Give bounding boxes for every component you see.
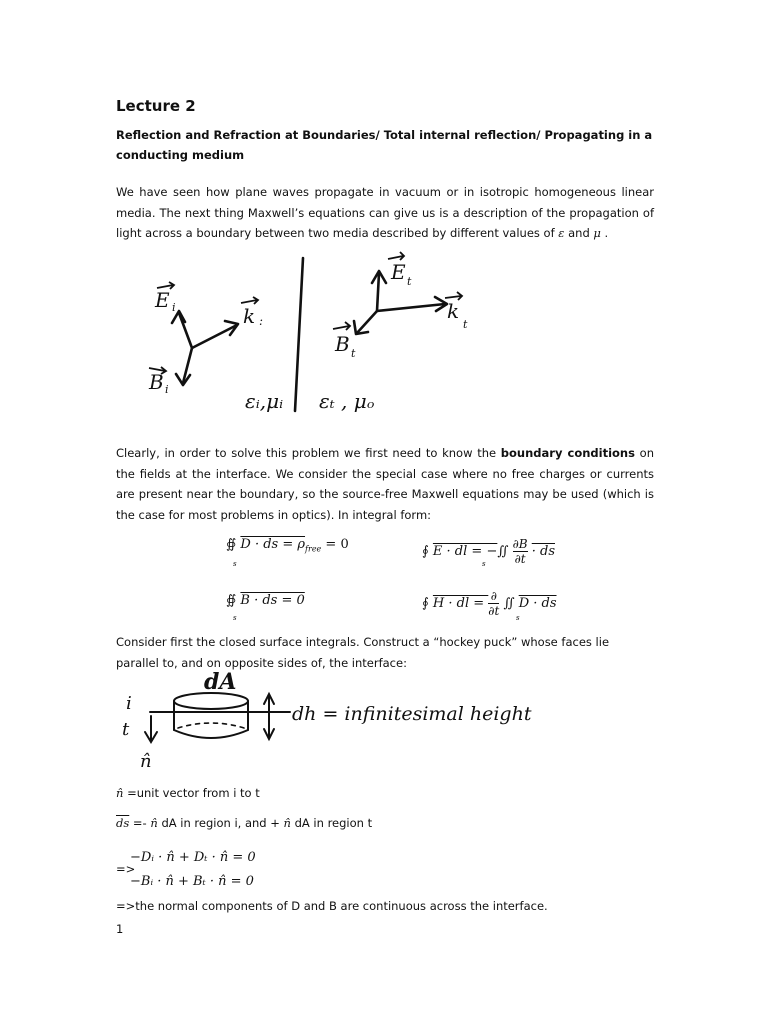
label-bi: B <box>149 370 164 394</box>
intro-end: . <box>600 226 609 240</box>
eq4-s-label: s <box>516 614 520 622</box>
svg-text:i: i <box>172 301 176 314</box>
svg-text:t: t <box>407 275 412 288</box>
page-title: Lecture 2 <box>116 97 196 115</box>
label-t: t <box>122 719 130 740</box>
wave-vectors-figure <box>145 243 485 423</box>
eq3-body: B · ds = 0 <box>240 593 305 608</box>
boundary-conditions-term: boundary conditions <box>500 446 635 460</box>
normal-d-equation: −Dᵢ · n̂ + Dₜ · n̂ = 0 <box>130 850 256 865</box>
page-number: 1 <box>116 922 124 936</box>
puck-bottom-face <box>174 730 248 738</box>
intro-paragraph <box>116 182 654 244</box>
eq2-s-label: s <box>482 560 486 568</box>
epsilon-symbol: ε <box>558 226 565 240</box>
eq1-lhs: D · ds = ρ <box>240 537 306 552</box>
label-ei: E <box>155 288 170 312</box>
normal-b-equation: −Bᵢ · n̂ + Bₜ · n̂ = 0 <box>130 874 254 889</box>
label-et: E <box>391 260 406 284</box>
gauss-d-equation <box>226 537 349 554</box>
ampere-equation <box>422 589 557 618</box>
eq1-s-label: s <box>233 560 237 568</box>
eq4-fraction: ∂ ∂t <box>488 589 500 618</box>
eq1-rhs: = 0 <box>321 537 349 552</box>
eq4-rhs: D · ds <box>518 596 557 611</box>
puck-top-face <box>174 693 248 709</box>
label-n: n̂ <box>140 751 152 772</box>
svg-text::: : <box>259 314 264 328</box>
continuity-conclusion: =>the normal components of D and B are continuous across the interface. <box>116 899 548 913</box>
surface-integral-symbol: ∯ <box>226 537 237 552</box>
intro-and: and <box>564 226 594 240</box>
label-medium-t: εₜ , μₒ <box>319 389 375 413</box>
boundary-text-a: Clearly, in order to solve this problem we first need to know the <box>116 446 501 460</box>
double-integral-symbol: ∬ <box>503 596 515 611</box>
svg-text:t: t <box>463 318 468 331</box>
et-vector <box>377 273 379 311</box>
label-dh: dh = infinitesimal height <box>292 703 532 725</box>
boundary-line <box>295 258 303 411</box>
surface-integral-symbol: ∯ <box>226 593 237 608</box>
label-ki: k <box>243 304 256 328</box>
hockey-paragraph: Consider first the closed surface integrals. Construct a “hockey puck” whose faces lie parallel to, and on opposite sides of, the interface: <box>116 635 610 670</box>
hockey-puck-figure <box>114 669 534 772</box>
ds-definition: $\overline{ds}$ =- n̂ dA in region i, and + n̂ dA in region t <box>116 816 373 830</box>
eq4-lhs: H · dl = <box>432 596 489 611</box>
nhat-definition: n̂ =unit vector from i to t <box>116 786 260 800</box>
label-i: i <box>126 693 132 714</box>
label-da: dA <box>204 669 237 695</box>
nhat-symbol: n̂ <box>116 786 124 800</box>
svg-text:t: t <box>351 347 356 360</box>
eq3-s-label: s <box>233 614 237 622</box>
ds-symbol: $\overline{ds}$ <box>116 816 130 830</box>
kt-vector <box>377 304 445 311</box>
eq2-lhs: E · dl = − <box>432 544 498 559</box>
eq2-rhs: · ds <box>531 544 555 559</box>
ei-vector <box>179 313 192 348</box>
page-subtitle: Reflection and Refraction at Boundaries/ Total internal reflection/ Propagating in a conducting medium <box>116 128 653 162</box>
line-integral-symbol: ∮ <box>422 544 429 559</box>
eq1-subscript: free <box>305 544 322 554</box>
double-integral-symbol: ∬ <box>497 544 509 559</box>
gauss-b-equation <box>226 593 305 608</box>
eq2-fraction: $\frac{\partial B}{\partial t}$ <box>512 537 528 566</box>
boundary-text-b: on the fields at the interface. We consider the special case where no free charges or currents are present near the boundary, so the source-free Maxwell equations may be used (which is the case for most problems in optics). In integral form: <box>116 446 654 522</box>
ki-vector <box>192 325 237 348</box>
line-integral-symbol: ∮ <box>422 596 429 611</box>
intro-text: We have seen how plane waves propagate in vacuum or in isotropic homogeneous linear media. The next thing Maxwell’s equations can give us is a description of the propagation of light across a boundary between two media described by different values of <box>116 185 654 240</box>
mu-symbol: μ <box>593 226 601 240</box>
implies-arrow: => <box>116 862 136 876</box>
label-bt: B <box>335 332 350 356</box>
label-kt: k <box>447 299 460 323</box>
label-medium-i: εᵢ,μᵢ <box>245 389 284 413</box>
boundary-paragraph <box>116 443 654 525</box>
faraday-equation <box>422 537 555 566</box>
bt-vector <box>357 311 377 333</box>
svg-text:i: i <box>165 383 169 396</box>
